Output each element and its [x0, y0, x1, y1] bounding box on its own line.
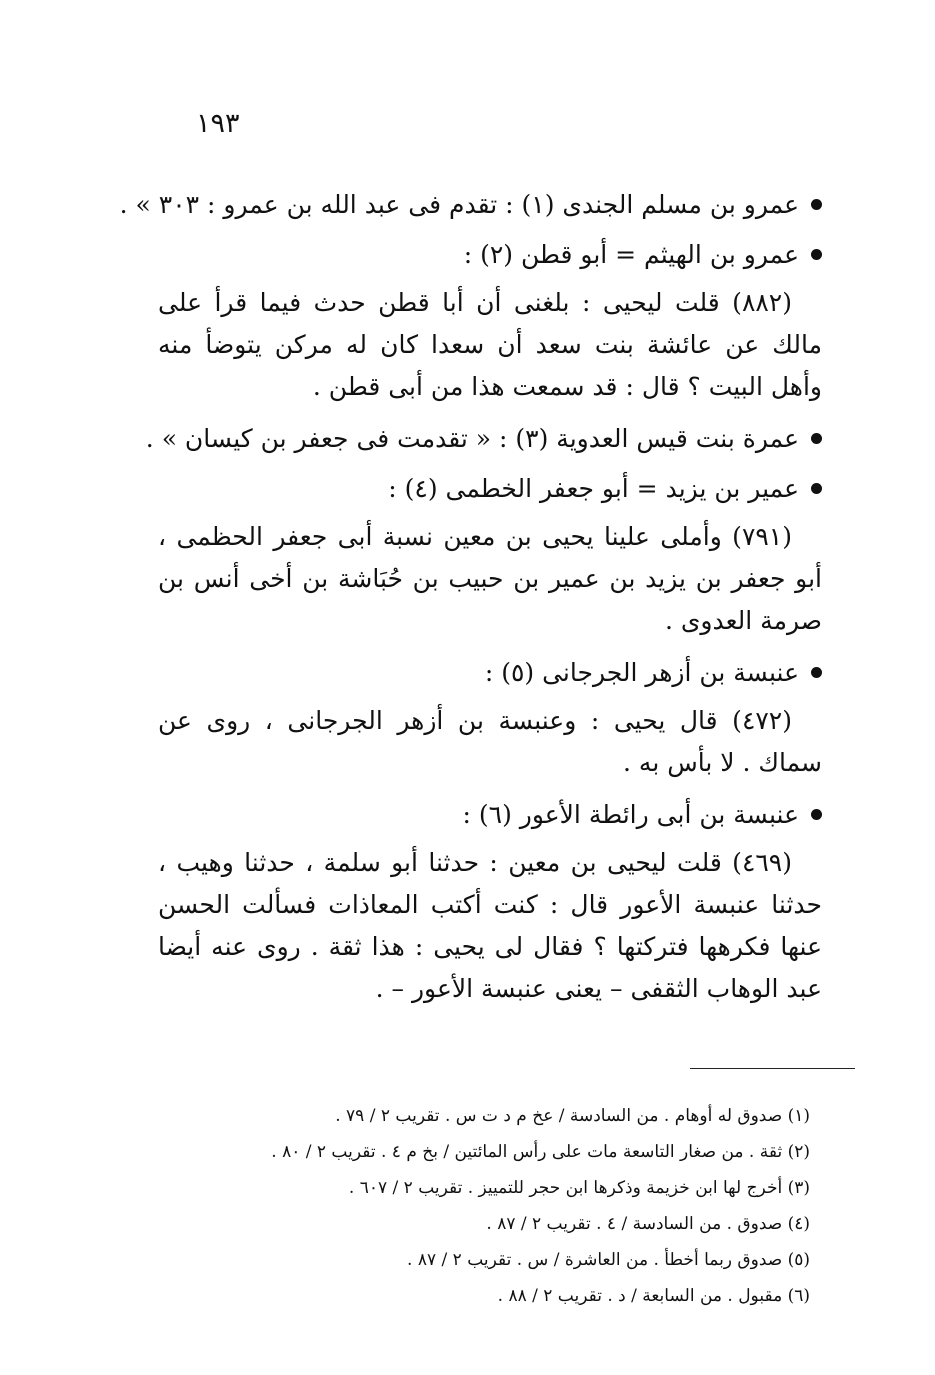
- footnote-3: (٣) أخرج لها ابن خزيمة وذكرها ابن حجر للتمييز . تقريب ٢ / ٦٠٧ .: [348, 1178, 810, 1198]
- entry-amra-bint-qays: [145, 414, 822, 464]
- footnote-1: (١) صدوق له أوهام . من السادسة / عخ م د ت س . تقريب ٢ / ٧٩ .: [335, 1106, 810, 1126]
- page-number: ١٩٣: [196, 108, 240, 139]
- entry-text: عمرة بنت قيس العدوية (٣) : « تقدمت فى جعفر بن كيسان » .: [145, 424, 799, 453]
- entry-amr-ibn-muslim: [119, 180, 822, 230]
- bullet-icon: [811, 199, 822, 210]
- paragraph-791: (٧٩١) وأملى علينا يحيى بن معين نسبة أبى جعفر الحظمى ، أبو جعفر بن يزيد بن عمير بن حبيب بن حُبَاشة بن أخى أنس بن صرمة العدوى .: [158, 522, 822, 635]
- entry-text: عمرو بن الهيثم = أبو قطن (٢) :: [463, 240, 799, 269]
- bullet-icon: [811, 433, 822, 444]
- footnote-2: (٢) ثقة . من صغار التاسعة مات على رأس المائتين / بخ م ٤ . تقريب ٢ / ٨٠ .: [271, 1142, 810, 1162]
- entry-text: عمير بن يزيد = أبو جعفر الخطمى (٤) :: [388, 474, 799, 503]
- footnote-6: (٦) مقبول . من السابعة / د . تقريب ٢ / ٨٨ .: [497, 1286, 810, 1306]
- bullet-icon: [811, 249, 822, 260]
- entry-text: عنبسة بن أزهر الجرجانى (٥) :: [484, 658, 799, 687]
- bullet-icon: [811, 809, 822, 820]
- footnote-4: (٤) صدوق . من السادسة / ٤ . تقريب ٢ / ٨٧ .: [486, 1214, 810, 1234]
- entry-amr-ibn-alhaytham: [158, 230, 822, 280]
- footnotes: [150, 1098, 810, 1314]
- entry-text: عنبسة بن أبى رائطة الأعور (٦) :: [462, 800, 799, 829]
- bullet-icon: [811, 483, 822, 494]
- paragraph-469: (٤٦٩) قلت ليحيى بن معين : حدثنا أبو سلمة ، حدثنا وهيب ، حدثنا عنبسة الأعور قال : كنت أكتب المعاذات فسألت الحسن عنها فكرهها فتركتها ؟ فقال لى يحيى : هذا ثقة . روى عنه أيضا عبد الوهاب الثقفى – يعنى عنبسة الأعور – .: [158, 848, 822, 1003]
- entry-umayr-ibn-yazid: [158, 464, 822, 514]
- entry-anbasa-ibn-abi-raita: [158, 790, 822, 840]
- footnote-divider: [690, 1068, 855, 1069]
- paragraph-472: (٤٧٢) قال يحيى : وعنبسة بن أزهر الجرجانى ، روى عن سماك . لا بأس به .: [158, 706, 822, 777]
- bullet-icon: [811, 667, 822, 678]
- paragraph-882: (٨٨٢) قلت ليحيى : بلغنى أن أبا قطن حدث فيما قرأ على مالك عن عائشة بنت سعد أن سعدا كان له مركن يتوضأ منه وأهل البيت ؟ قال : قد سمعت هذا من أبى قطن .: [158, 288, 822, 401]
- footnote-5: (٥) صدوق ربما أخطأ . من العاشرة / س . تقريب ٢ / ٨٧ .: [407, 1250, 810, 1270]
- main-text: [119, 180, 822, 1016]
- entry-text: عمرو بن مسلم الجندى (١) : تقدم فى عبد الله بن عمرو : ٣٠٣ » .: [119, 190, 799, 219]
- entry-anbasa-ibn-azhar: [158, 648, 822, 698]
